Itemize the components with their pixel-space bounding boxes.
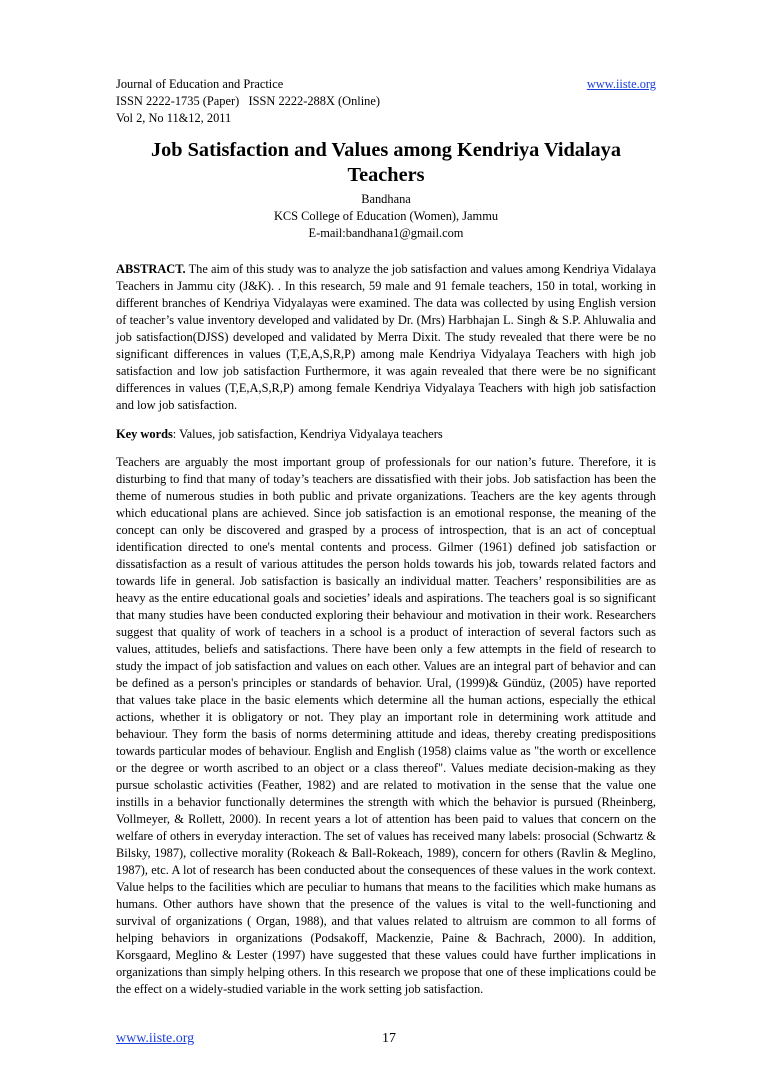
journal-header <box>116 76 656 93</box>
abstract-paragraph <box>116 261 656 414</box>
page-content <box>116 76 656 998</box>
issn-line: ISSN 2222-1735 (Paper) ISSN 2222-288X (Online) <box>116 94 380 108</box>
paper-title: Job Satisfaction and Values among Kendriya Vidalaya Teachers <box>151 139 621 186</box>
author-block <box>116 191 656 242</box>
author-affiliation: KCS College of Education (Women), Jammu <box>273 209 499 223</box>
keywords-label: Key words <box>116 427 173 441</box>
page-footer <box>116 1031 656 1051</box>
page-number: 17 <box>382 1031 396 1046</box>
author-name: Bandhana <box>361 192 411 206</box>
journal-website-link[interactable]: www.iiste.org <box>586 77 656 91</box>
keywords-text: : Values, job satisfaction, Kendriya Vidyalaya teachers <box>172 427 443 441</box>
footer-website-link[interactable]: www.iiste.org <box>116 1031 195 1046</box>
abstract-text: The aim of this study was to analyze the job satisfaction and values among Kendriya Vidalaya Teachers in Jammu city (J&K). . In this research, 59 male and 91 female teachers, 150 in total, working in different branches of Kendriya Vidyalayas were examined. The data was collected by using English version of teacher’s value inventory developed and validated by Dr. (Mrs) Harbhajan L. Singh & S.P. Ahluwalia and job satisfaction(DJSS) developed and validated by Merra Dixit. The study revealed that there were be no significant differences in values (T,E,A,S,R,P) among male Kendriya Vidyalaya Teachers with high job satisfaction and low job satisfaction Furthermore, it was again revealed that there were be no significant differences in values (T,E,A,S,R,P) among female Kendriya Vidyalaya Teachers with high job satisfaction and low job satisfaction. <box>116 262 656 412</box>
volume-line: Vol 2, No 11&12, 2011 <box>116 111 232 125</box>
abstract-label: ABSTRACT. <box>116 262 186 276</box>
introduction-paragraph: Teachers are arguably the most important group of professionals for our nation’s future. Therefore, it is disturbing to find that many of today’s teachers are dissatisfied with their jobs. Job satisfaction has been the theme of numerous studies in both public and private organizations. Teachers are the key agents through which educational plans are achieved. Since job satisfaction is an emotional response, the meaning of the concept can only be discovered and grasped by a process of introspection, that is an act of conceptual identification directed to one's mental contents and process. Gilmer (1961) defined job satisfaction or dissatisfaction as a result of various attitudes the person holds towards his job, towards related factors and towards life in general. Job satisfaction is basically an individual matter. Teachers’ responsibilities are as heavy as the entire educational goals and societies’ ideals and aspirations. The teachers goal is so significant that many studies have been conducted exploring their behaviour and motivation in their work. Researchers suggest that quality of work of teachers in a school is a product of interaction of several factors such as values, attitudes, beliefs and satisfactions. There have been only a few attempts in the field of research to study the impact of job satisfaction and values on each other. Values are an integral part of behavior and can be defined as a person's principles or standards of behavior. Ural, (1999)& Gündüz, (2005) have reported that values take place in the basic elements which determine all the human actions, especially the ethical actions, whether it is obligatory or not. They play an important role in determining work attitude and behaviour. They form the basis of norms determining attitude and ideas, thereby creating predispositions towards particular modes of behaviour. English and English (1958) claims value as "the worth or excellence or the degree or worth ascribed to an object or a class thereof". Values mediate decision-making as they pursue scholastic activities (Feather, 1982) and are related to motivation in the sense that the value one instills in a behavior functionally determines the strength with which the behavior is pursued (Rheinberg, Vollmeyer, & Rollett, 2000). In recent years a lot of attention has been paid to values that concern on the welfare of others in everyday interaction. The set of values has received many labels: prosocial (Schwartz & Bilsky, 1987), collective morality (Rokeach & Ball-Rokeach, 1989), concern for others (Ravlin & Meglino, 1987), etc. A lot of research has been conducted about the consequences of these values in the work context. Value helps to the facilities which are peculiar to humans that means to the facilities which make humans as humans. Other authors have shown that the presence of the values is vital to the well-functioning and survival of organizations ( Organ, 1988), and that values related to altruism are common to all forms of helping behaviors in organizations (Podsakoff, Mackenzie, Paine & Bachrach, 2000). In addition, Korsgaard, Meglino & Lester (1997) have suggested that these values could have further implications in organizations than simply helping others. In this research we propose that one of these implications could be the effect on a widely-studied variable in the work setting job satisfaction. <box>116 455 656 996</box>
keywords-paragraph <box>116 426 656 443</box>
author-email: E-mail:bandhana1@gmail.com <box>308 226 464 240</box>
journal-name: Journal of Education and Practice <box>116 77 284 91</box>
